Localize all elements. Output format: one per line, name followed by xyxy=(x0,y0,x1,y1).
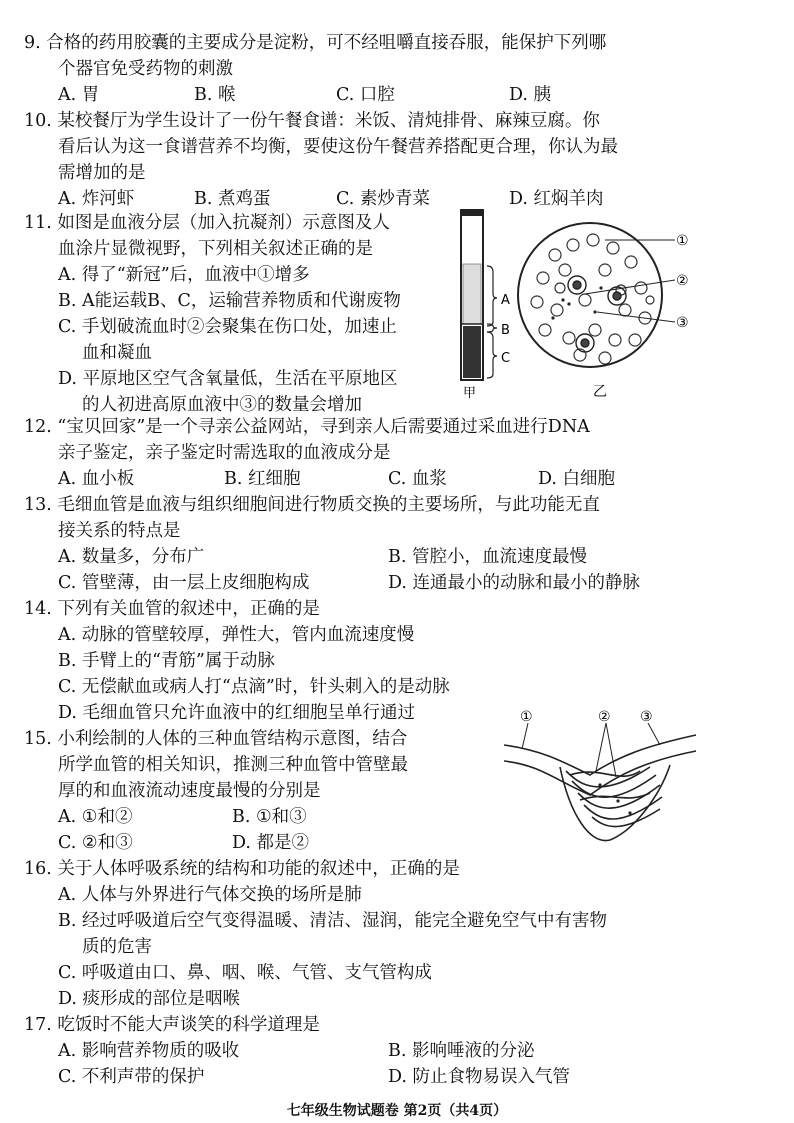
options-row xyxy=(24,830,408,856)
option-c[interactable]: C. 呼吸道由口、鼻、咽、喉、气管、支气管构成 xyxy=(58,963,432,983)
figure-jia-label: 甲 xyxy=(463,386,477,400)
question-15 xyxy=(24,726,408,856)
question-13 xyxy=(24,492,641,596)
question-text: 需增加的是 xyxy=(58,163,146,183)
option-a[interactable]: A. 人体与外界进行气体交换的场所是肺 xyxy=(58,885,362,905)
option-b[interactable]: B. ①和③ xyxy=(232,807,307,827)
option-c[interactable]: C. ②和③ xyxy=(58,833,133,853)
vessel-mark-1: ① xyxy=(520,709,533,725)
option-b[interactable]: B. 煮鸡蛋 xyxy=(194,189,271,209)
option-a[interactable]: A. 炸河虾 xyxy=(58,189,135,209)
question-text: 14. 下列有关血管的叙述中，正确的是 xyxy=(24,599,320,619)
layer-a-label: A xyxy=(501,293,510,308)
question-text: 12. “宝贝回家”是一个寻亲公益网站，寻到亲人后需要通过采血进行DNA xyxy=(24,417,590,437)
figure-blood-layers xyxy=(445,200,705,400)
smear-mark-3: ③ xyxy=(676,315,689,331)
option-d[interactable]: D. 连通最小的动脉和最小的静脉 xyxy=(388,573,641,593)
options-row xyxy=(24,570,641,596)
vessel-mark-3: ③ xyxy=(640,709,653,725)
question-9 xyxy=(24,30,606,108)
test-tube xyxy=(461,210,497,380)
question-10 xyxy=(24,108,618,212)
options-row xyxy=(24,804,408,830)
option-c[interactable]: C. 管壁薄，由一层上皮细胞构成 xyxy=(58,573,310,593)
option-b[interactable]: B. 手臂上的“青筋”属于动脉 xyxy=(58,651,275,671)
question-17 xyxy=(24,1012,571,1090)
option-a[interactable]: A. ①和② xyxy=(58,807,133,827)
question-text: 10. 某校餐厅为学生设计了一份午餐食谱：米饭、清炖排骨、麻辣豆腐。你 xyxy=(24,111,600,131)
question-text: 17. 吃饭时不能大声谈笑的科学道理是 xyxy=(24,1015,320,1035)
option-a[interactable]: A. 动脉的管壁较厚，弹性大，管内血流速度慢 xyxy=(58,625,415,645)
option-d[interactable]: D. 白细胞 xyxy=(538,469,616,489)
question-text: 看后认为这一食谱营养不均衡，要使这份午餐营养搭配更合理，你认为最 xyxy=(58,137,618,157)
figure-yi-label: 乙 xyxy=(593,384,607,400)
option-b[interactable]: B. A能运载B、C，运输营养物质和代谢废物 xyxy=(58,291,401,311)
options-row xyxy=(24,82,606,108)
question-11 xyxy=(24,210,401,418)
option-b[interactable]: B. 经过呼吸道后空气变得温暖、清洁、湿润，能完全避免空气中有害物 xyxy=(58,911,607,931)
option-a[interactable]: A. 影响营养物质的吸收 xyxy=(58,1041,240,1061)
question-text: 接关系的特点是 xyxy=(58,521,181,541)
option-c[interactable]: C. 口腔 xyxy=(336,85,395,105)
options-row xyxy=(24,1064,571,1090)
option-b-cont: 质的危害 xyxy=(82,937,152,957)
option-d[interactable]: D. 红焖羊肉 xyxy=(509,189,604,209)
option-d[interactable]: D. 痰形成的部位是咽喉 xyxy=(58,989,241,1009)
smear-mark-2: ② xyxy=(676,273,689,289)
option-d[interactable]: D. 胰 xyxy=(509,85,552,105)
page-footer: 七年级生物试题卷 第2页（共4页） xyxy=(286,1103,508,1119)
option-b[interactable]: B. 影响唾液的分泌 xyxy=(388,1041,535,1061)
question-text: 9. 合格的药用胶囊的主要成分是淀粉，可不经咀嚼直接吞服，能保护下列哪 xyxy=(24,33,607,53)
question-text: 血涂片显微视野，下列相关叙述正确的是 xyxy=(58,239,373,259)
option-d[interactable]: D. 都是② xyxy=(232,833,310,853)
option-c[interactable]: C. 手划破流血时②会聚集在伤口处，加速止 xyxy=(58,317,397,337)
question-text: 15. 小利绘制的人体的三种血管结构示意图，结合 xyxy=(24,729,408,749)
options-row xyxy=(24,466,616,492)
question-12 xyxy=(24,414,616,492)
question-text: 11. 如图是血液分层（加入抗凝剂）示意图及人 xyxy=(24,213,390,233)
vessel-mark-2: ② xyxy=(598,709,611,725)
option-d-cont: 的人初进高原血液中③的数量会增加 xyxy=(82,395,362,415)
options-row xyxy=(24,544,600,570)
question-text: 亲子鉴定，亲子鉴定时需选取的血液成分是 xyxy=(58,443,391,463)
question-text: 厚的和血液流动速度最慢的分别是 xyxy=(58,781,321,801)
option-c[interactable]: C. 无偿献血或病人打“点滴”时，针头刺入的是动脉 xyxy=(58,677,450,697)
option-c[interactable]: C. 素炒青菜 xyxy=(336,189,430,209)
smear-mark-1: ① xyxy=(676,233,689,249)
option-d[interactable]: D. 平原地区空气含氧量低，生活在平原地区 xyxy=(58,369,398,389)
option-a[interactable]: A. 胃 xyxy=(58,85,100,105)
layer-b-label: B xyxy=(501,323,510,338)
option-b[interactable]: B. 管腔小，血流速度最慢 xyxy=(388,547,587,567)
option-a[interactable]: A. 数量多，分布广 xyxy=(58,547,205,567)
option-a[interactable]: A. 血小板 xyxy=(58,469,135,489)
option-d[interactable]: D. 毛细血管只允许血液中的红细胞呈单行通过 xyxy=(58,703,416,723)
option-a[interactable]: A. 得了“新冠”后，血液中①增多 xyxy=(58,265,310,285)
option-b[interactable]: B. 红细胞 xyxy=(224,469,301,489)
option-c[interactable]: C. 血浆 xyxy=(388,469,447,489)
question-text: 所学血管的相关知识，推测三种血管中管壁最 xyxy=(58,755,408,775)
option-b[interactable]: B. 喉 xyxy=(194,85,236,105)
blood-smear xyxy=(518,223,675,367)
layer-c-label: C xyxy=(501,351,511,366)
figure-vessels xyxy=(500,705,700,855)
question-14 xyxy=(24,596,450,726)
options-row xyxy=(24,1038,535,1064)
option-c[interactable]: C. 不利声带的保护 xyxy=(58,1067,205,1087)
question-16 xyxy=(24,856,607,1012)
option-d[interactable]: D. 防止食物易误入气管 xyxy=(388,1067,571,1087)
question-text: 个器官免受药物的刺激 xyxy=(58,59,233,79)
question-text: 13. 毛细血管是血液与组织细胞间进行物质交换的主要场所，与此功能无直 xyxy=(24,495,600,515)
option-c-cont: 血和凝血 xyxy=(82,343,152,363)
question-text: 16. 关于人体呼吸系统的结构和功能的叙述中，正确的是 xyxy=(24,859,460,879)
